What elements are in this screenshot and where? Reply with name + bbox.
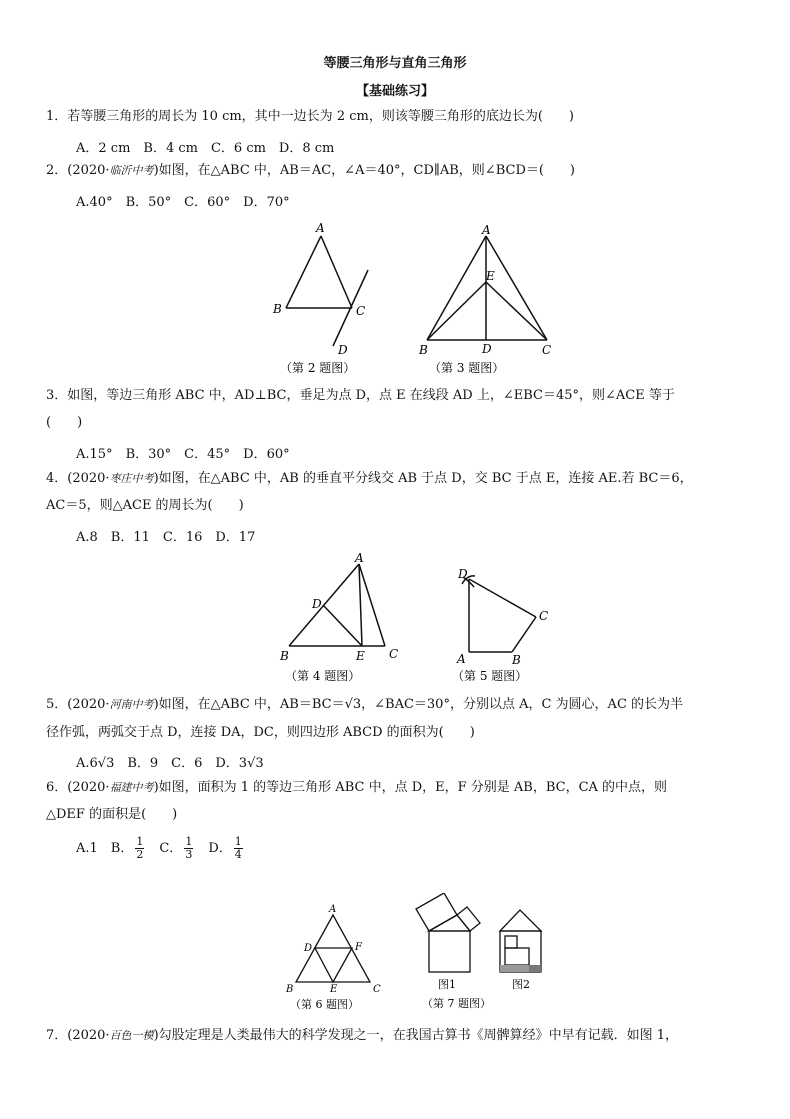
label-d: D xyxy=(482,342,492,356)
figure-7-2-shaded-strip xyxy=(500,965,529,972)
figure-7-2-triangle xyxy=(500,910,541,931)
figure-3-caption: （第 3 题图） xyxy=(429,361,505,375)
figure-7-2-inner-square-1 xyxy=(505,936,517,948)
label-a: A xyxy=(482,223,491,237)
label-e: E xyxy=(486,269,495,283)
label-c: C xyxy=(542,343,552,357)
segment-bc xyxy=(512,617,536,652)
question-2-prefix: 2．(2020· xyxy=(46,163,110,178)
question-7-text: )勾股定理是人类最伟大的科学发现之一，在我国古算书《周髀算经》中早有记载．如图 1， xyxy=(153,1028,679,1043)
question-4-text: )如图，在△ABC 中，AB 的垂直平分线交 AB 于点 D，交 BC 于点 E，连接 AE.若 BC＝6， xyxy=(153,471,693,486)
page-title: 等腰三角形与直角三角形 xyxy=(323,56,467,71)
section-heading: 【基础练习】 xyxy=(355,84,434,99)
figure-2 xyxy=(268,218,383,378)
question-6-source: 福建中考 xyxy=(109,781,154,794)
segment-ab xyxy=(427,236,486,340)
figure-6-caption: （第 6 题图） xyxy=(290,998,359,1011)
label-c: C xyxy=(389,647,399,661)
option-c-text: C． xyxy=(146,841,183,856)
option-a-b-text: A.1 B． xyxy=(76,841,134,856)
segment-de xyxy=(323,605,362,646)
figure-7-2-shaded-region xyxy=(529,965,541,972)
label-a: A xyxy=(355,552,364,565)
segment-be xyxy=(427,282,486,340)
question-5-text: )如图，在△ABC 中，AB＝BC＝√3，∠BAC＝30°，分别以点 A，C 为圆心，AC 的长为半 xyxy=(153,697,684,712)
label-b: B xyxy=(419,343,428,357)
question-6-line2: △DEF 的面积是( ) xyxy=(46,807,178,822)
label-b: B xyxy=(280,649,289,663)
question-5-line2: 径作弧，两弧交于点 D，连接 DA，DC，则四边形 ABCD 的面积为( ) xyxy=(46,725,475,740)
label-a: A xyxy=(457,652,466,666)
question-1: 1．若等腰三角形的周长为 10 cm，其中一边长为 2 cm，则该等腰三角形的底边长为( ) xyxy=(46,109,574,124)
label-c: C xyxy=(373,984,381,995)
label-c: C xyxy=(539,609,549,623)
label-d: D xyxy=(338,343,348,357)
question-3-options: A.15° B．30° C．45° D．60° xyxy=(76,447,290,462)
figure-5 xyxy=(448,560,568,692)
question-3: 3．如图，等边三角形 ABC 中，AD⊥BC，垂足为点 D，点 E 在线段 AD 上，∠EBC＝45°，则∠ACE 等于 xyxy=(46,388,675,403)
triangle-def xyxy=(315,948,352,982)
label-e: E xyxy=(330,984,338,995)
label-b: B xyxy=(273,302,282,316)
question-6-options xyxy=(76,836,245,861)
question-4-prefix: 4．(2020· xyxy=(46,471,110,486)
figure-7-sub1: 图1 xyxy=(438,978,456,991)
question-4-line2: AC＝5，则△ACE 的周长为( ) xyxy=(46,498,244,513)
question-6-prefix: 6．(2020· xyxy=(46,780,110,795)
question-5-prefix: 5．(2020· xyxy=(46,697,110,712)
figure-4 xyxy=(275,552,415,692)
question-2 xyxy=(46,162,750,180)
question-7-prefix: 7．(2020· xyxy=(46,1028,110,1043)
figure-5-caption: （第 5 题图） xyxy=(452,669,528,683)
figure-3 xyxy=(415,222,565,378)
segment-cd xyxy=(469,579,536,617)
square-hypotenuse xyxy=(429,931,470,972)
label-f: F xyxy=(355,942,362,953)
question-2-options: A.40° B．50° C．60° D．70° xyxy=(76,195,290,210)
fraction-one-quarter: $\frac{1}{4}$ xyxy=(234,835,242,861)
question-2-source: 临沂中考 xyxy=(109,164,154,177)
question-5-options: A.6√3 B．9 C．6 D．3√3 xyxy=(76,756,264,771)
question-4-options: A.8 B．11 C．16 D．17 xyxy=(76,530,256,545)
question-5-source: 河南中考 xyxy=(109,698,154,711)
label-b: B xyxy=(512,653,521,667)
option-d-text: D． xyxy=(195,841,232,856)
question-6 xyxy=(46,779,750,797)
question-2-text: )如图，在△ABC 中，AB＝AC，∠A＝40°，CD∥AB，则∠BCD＝( ) xyxy=(153,163,576,178)
fraction-one-half: $\frac{1}{2}$ xyxy=(136,835,144,861)
figure-4-caption: （第 4 题图） xyxy=(285,669,361,683)
figure-6 xyxy=(282,900,392,1016)
question-5 xyxy=(46,696,750,714)
label-a: A xyxy=(316,221,325,235)
segment-ae xyxy=(359,564,362,646)
figure-7 xyxy=(404,893,554,1016)
label-d: D xyxy=(304,943,313,954)
question-6-text: )如图，面积为 1 的等边三角形 ABC 中，点 D，E，F 分别是 AB，BC，CA 的中点，则 xyxy=(153,780,668,795)
segment-ac xyxy=(486,236,547,340)
segment-ab xyxy=(286,236,321,308)
label-c: C xyxy=(356,304,366,318)
square-leg-a xyxy=(416,893,457,931)
fraction-one-third: $\frac{1}{3}$ xyxy=(185,835,193,861)
question-7-source: 百色一模 xyxy=(109,1029,154,1042)
segment-ac xyxy=(359,564,385,646)
segment-ce xyxy=(486,282,547,340)
figure-7-sub2: 图2 xyxy=(512,978,530,991)
question-7 xyxy=(46,1027,750,1045)
label-d: D xyxy=(312,597,322,611)
figure-7-2-inner-rect xyxy=(505,948,529,965)
figure-7-caption: （第 7 题图） xyxy=(422,997,491,1010)
square-leg-b xyxy=(457,907,480,931)
figure-2-caption: （第 2 题图） xyxy=(280,361,356,375)
label-a: A xyxy=(329,904,337,915)
segment-ac xyxy=(321,236,352,308)
label-b: B xyxy=(286,984,294,995)
label-e: E xyxy=(356,649,365,663)
question-4-source: 枣庄中考 xyxy=(109,472,154,485)
question-4 xyxy=(46,470,750,488)
question-3-line2: ( ) xyxy=(46,415,83,430)
label-d: D xyxy=(458,567,468,581)
question-1-options: A．2 cm B．4 cm C．6 cm D．8 cm xyxy=(76,141,335,156)
